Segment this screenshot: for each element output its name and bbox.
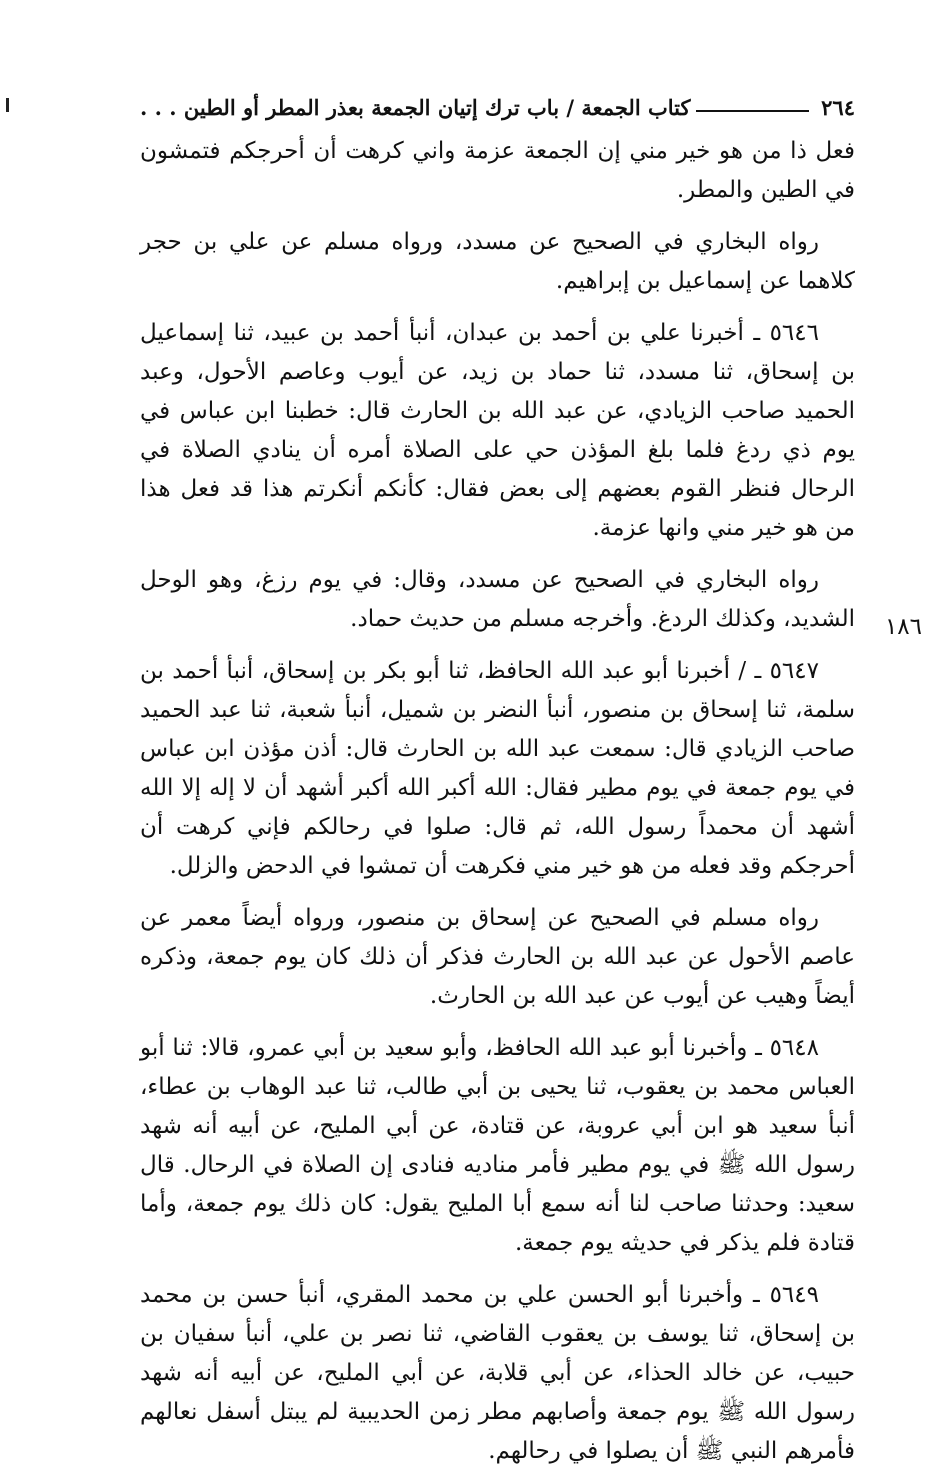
header-rule [696,110,809,112]
paragraph-commentary: رواه البخاري في الصحيح عن مسدد، وقال: في يوم رزغ، وهو الوحل الشديد، وكذلك الردغ. وأخرجه مسلم من حديث حماد. [140,567,855,632]
paragraph-hadith-5646: ٥٦٤٦ ـ أخبرنا علي بن أحمد بن عبدان، أنبأ أحمد بن عبيد، ثنا إسماعيل بن إسحاق، ثنا مسدد، ثنا حماد بن زيد، عن أيوب وعاصم الأحول، وعبد الحميد صاحب الزيادي، عن عبد الله بن الحارث قال: خطبنا ابن عباس في يوم ذي ردغ فلما بلغ المؤذن حي على الصلاة أمره أن ينادي الصلاة في الرحال فنظر القوم بعضهم إلى بعض فقال: كأنكم أنكرتم هذا قد فعل هذا من هو خير مني وانها عزمة. [140,320,855,541]
running-title: كتاب الجمعة / باب ترك إتيان الجمعة بعذر المطر أو الطين . . . [140,95,691,120]
edge-mark [6,98,9,112]
paragraph-hadith-5647: ٥٦٤٧ ـ / أخبرنا أبو عبد الله الحافظ، ثنا أبو بكر بن إسحاق، أنبأ أحمد بن سلمة، ثنا إسحاق بن منصور، أنبأ النضر بن شميل، أنبأ شعبة، ثنا عبد الحميد صاحب الزيادي قال: سمعت عبد الله بن الحارث قال: أذن مؤذن ابن عباس في يوم جمعة في يوم مطير فقال: الله أكبر الله أكبر أشهد أن لا إله إلا الله أشهد أن محمداً رسول الله، ثم قال: صلوا في رحالكم فإني كرهت أن أحرجكم وقد فعله من هو خير مني فكرهت أن تمشوا في الدحض والزلل. [140,658,855,879]
page-number: ٢٦٤ [821,95,855,120]
paragraph-continuation: فعل ذا من هو خير مني إن الجمعة عزمة واني كرهت أن أحرجكم فتمشون في الطين والمطر. [140,138,855,203]
paragraph-commentary: رواه البخاري في الصحيح عن مسدد، ورواه مسلم عن علي بن حجر كلاهما عن إسماعيل بن إبراهيم. [140,229,855,294]
paragraph-hadith-5648: ٥٦٤٨ ـ وأخبرنا أبو عبد الله الحافظ، وأبو سعيد بن أبي عمرو، قالا: ثنا أبو العباس محمد بن يعقوب، ثنا يحيى بن أبي طالب، ثنا عبد الوهاب بن عطاء، أنبأ سعيد هو ابن أبي عروبة، عن قتادة، عن أبي المليح، عن أبيه أنه شهد رسول الله ﷺ في يوم مطير فأمر مناديه فنادى إن الصلاة في الرحال. قال سعيد: وحدثنا صاحب لنا أنه سمع أبا المليح يقول: كان ذلك يوم جمعة، وأما قتادة فلم يذكر في حديثه يوم جمعة. [140,1035,855,1256]
margin-page-reference: ١٨٦ [884,614,922,640]
paragraph-hadith-5649: ٥٦٤٩ ـ وأخبرنا أبو الحسن علي بن محمد المقري، أنبأ حسن بن محمد بن إسحاق، ثنا يوسف بن يعقوب القاضي، ثنا نصر بن علي، أنبأ سفيان بن حبيب، عن خالد الحذاء، عن أبي قلابة، عن أبي المليح، عن أبيه أنه شهد رسول الله ﷺ يوم جمعة وأصابهم مطر زمن الحديبية لم يبتل أسفل نعالهم فأمرهم النبي ﷺ أن يصلوا في رحالهم. [140,1282,855,1464]
paragraph-commentary: رواه مسلم في الصحيح عن إسحاق بن منصور، ورواه أيضاً معمر عن عاصم الأحول عن عبد الله بن الحارث فذكر أن ذلك كان يوم جمعة، وذكره أيضاً وهيب عن أيوب عن عبد الله بن الحارث. [140,905,855,1009]
page-body [140,132,855,1484]
running-header [140,80,855,120]
